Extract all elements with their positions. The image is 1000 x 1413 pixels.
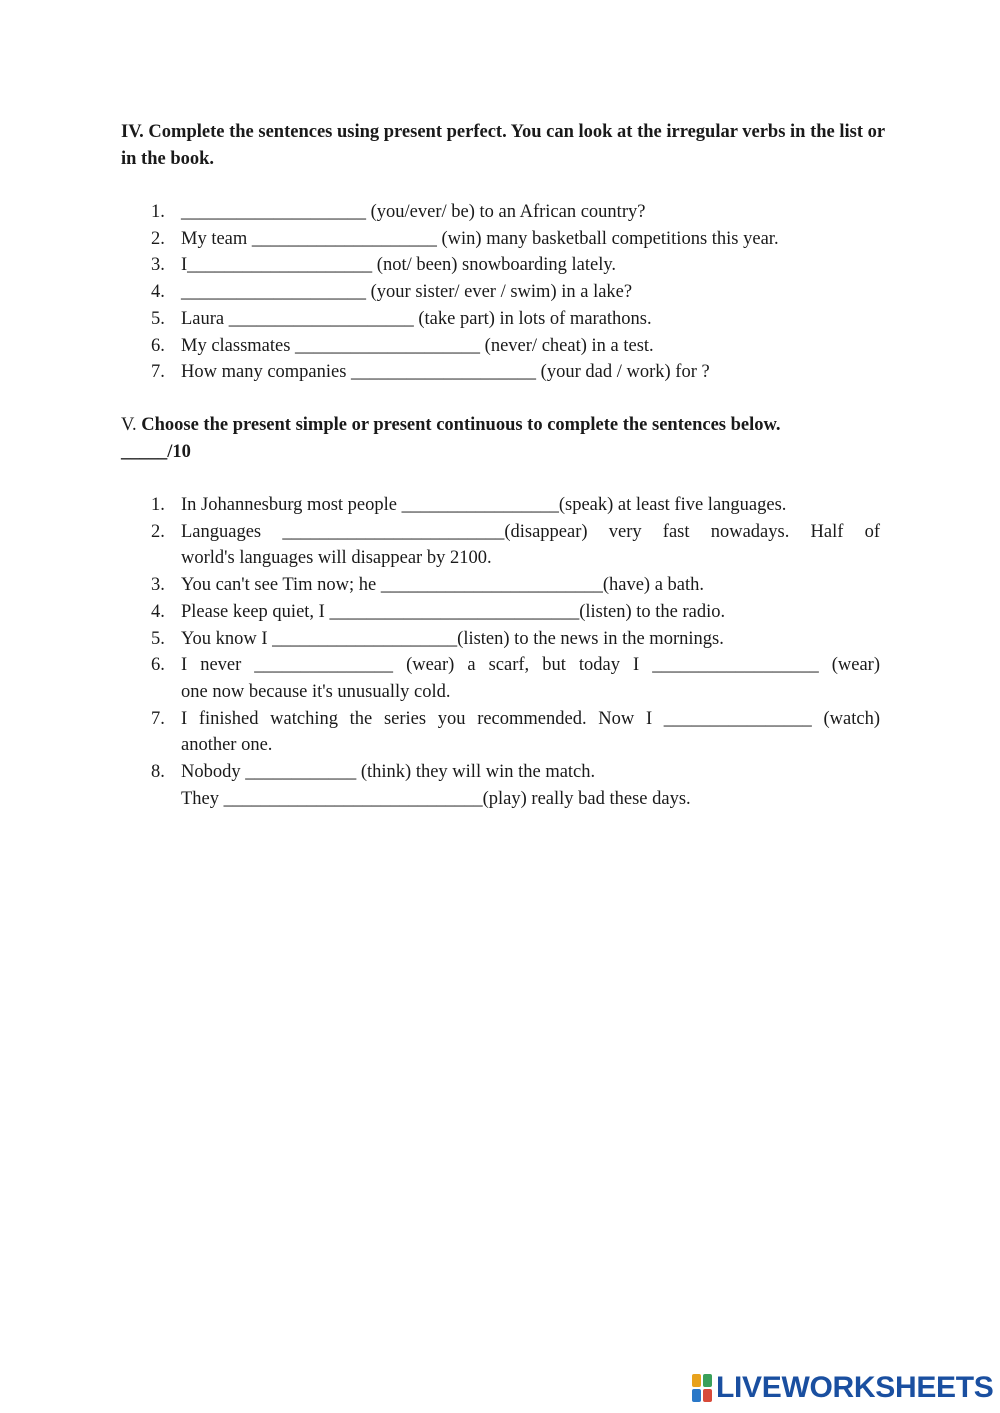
- item-text: You know I ____________________(listen) to the news in the mornings.: [181, 628, 724, 649]
- section-v-list: [0, 492, 1000, 812]
- list-item: [0, 652, 1000, 705]
- item-text: You can't see Tim now; he ________________________(have) a bath.: [181, 575, 705, 596]
- item-number: 6.: [151, 335, 165, 356]
- item-number: 5.: [151, 308, 165, 329]
- item-text-continued: They ____________________________(play) really bad these days.: [181, 788, 691, 809]
- list-item: [0, 279, 1000, 306]
- logo-text: LIVEWORKSHEETS: [716, 1371, 994, 1404]
- list-item: [0, 359, 1000, 386]
- item-text-continued: another one.: [181, 735, 273, 756]
- list-item: [0, 199, 1000, 226]
- item-text: Please keep quiet, I ___________________________(listen) to the radio.: [181, 601, 726, 622]
- item-number: 7.: [151, 708, 165, 729]
- item-text: My team ____________________ (win) many basketball competitions this year.: [181, 228, 779, 249]
- list-item: [0, 519, 1000, 572]
- section-v-title-text: Choose the present simple or present continuous to complete the sentences below.: [141, 415, 781, 435]
- item-text: I finished watching the series you recommended. Now I ________________ (watch): [181, 708, 880, 729]
- item-number: 3.: [151, 575, 165, 596]
- section-iv-title: IV. Complete the sentences using present perfect. You can look at the irregular verbs in the list or in the book.: [121, 122, 885, 169]
- list-item: [0, 626, 1000, 653]
- liveworksheets-logo: [692, 1371, 994, 1405]
- item-number: 1.: [151, 495, 165, 515]
- item-text-continued: one now because it's unusually cold.: [181, 681, 451, 702]
- item-text: How many companies ____________________ (your dad / work) for ?: [181, 362, 710, 383]
- list-item: [0, 252, 1000, 279]
- list-item: [0, 333, 1000, 360]
- item-text: In Johannesburg most people _________________(speak) at least five languages.: [181, 495, 787, 515]
- item-number: 4.: [151, 601, 165, 622]
- item-text: ____________________ (your sister/ ever / swim) in a lake?: [181, 282, 633, 303]
- item-text: I never _______________ (wear) a scarf, but today I __________________ (wear): [181, 655, 880, 676]
- item-text: Languages ________________________(disappear) very fast nowadays. Half of: [181, 521, 880, 542]
- item-text: ____________________ (you/ever/ be) to an African country?: [181, 202, 646, 222]
- item-number: 1.: [151, 202, 165, 222]
- item-number: 6.: [151, 655, 165, 676]
- item-text: I____________________ (not/ been) snowboarding lately.: [181, 255, 617, 276]
- section-v-title: [121, 412, 891, 466]
- list-item: [0, 226, 1000, 253]
- item-number: 2.: [151, 228, 165, 249]
- item-text: My classmates ____________________ (never/ cheat) in a test.: [181, 335, 654, 356]
- item-number: 2.: [151, 521, 165, 542]
- list-item: [0, 492, 1000, 519]
- item-number: 5.: [151, 628, 165, 649]
- item-text-continued: world's languages will disappear by 2100.: [181, 548, 492, 569]
- item-text: Nobody ____________ (think) they will win the match.: [181, 762, 596, 783]
- item-text: Laura ____________________ (take part) in lots of marathons.: [181, 308, 652, 329]
- section-iv-list: [0, 199, 1000, 386]
- item-number: 8.: [151, 762, 165, 783]
- section-v-roman: V.: [121, 415, 137, 435]
- list-item: [0, 759, 1000, 812]
- list-item: [0, 306, 1000, 333]
- list-item: [0, 599, 1000, 626]
- item-number: 3.: [151, 255, 165, 276]
- item-number: 4.: [151, 282, 165, 303]
- list-item: [0, 572, 1000, 599]
- liveworksheets-logo-icon: [692, 1374, 712, 1402]
- item-number: 7.: [151, 362, 165, 383]
- score-field: _____/10: [121, 442, 191, 462]
- list-item: [0, 706, 1000, 759]
